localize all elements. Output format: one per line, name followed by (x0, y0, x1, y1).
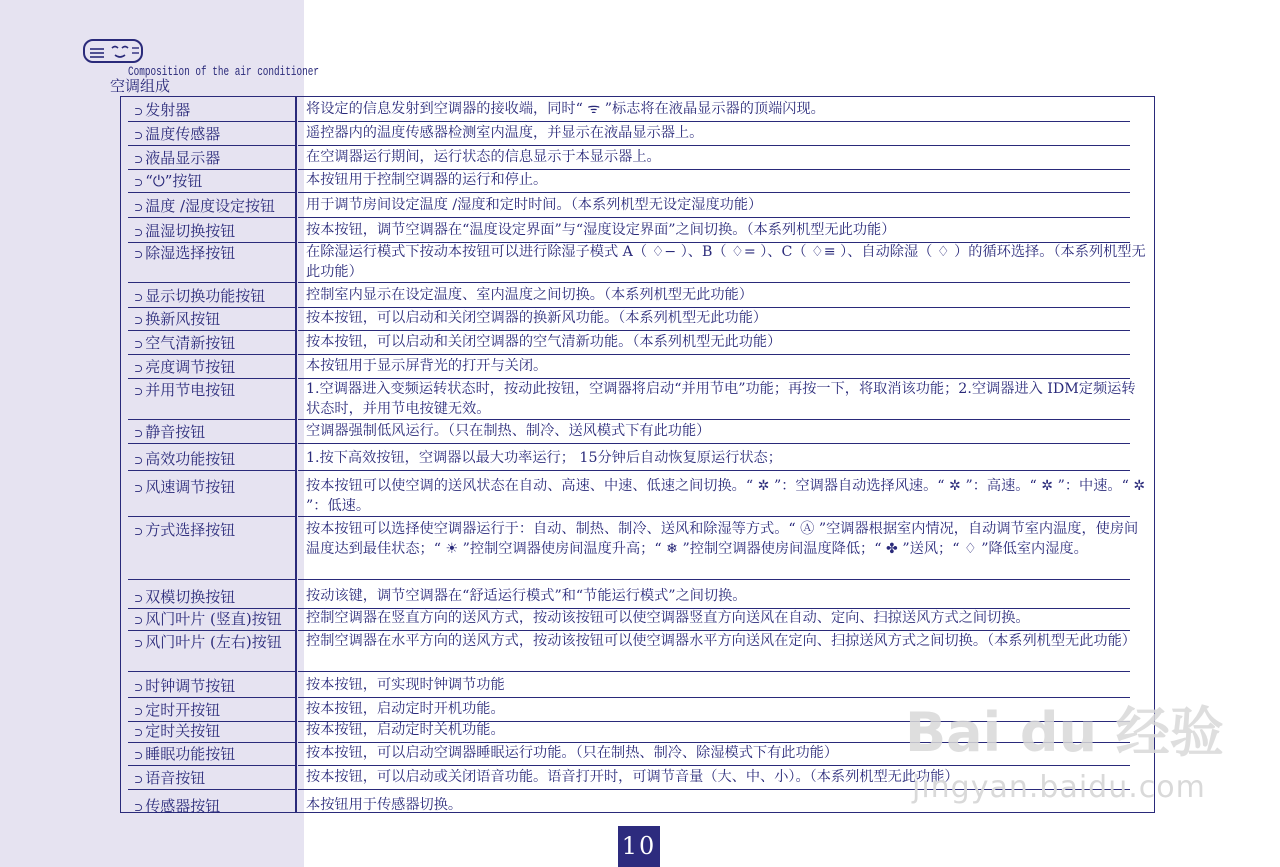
row-underline-right (298, 419, 1130, 420)
bullet-arrow-icon: ⊃ (134, 385, 144, 398)
subtitle-chinese: 空调组成 (110, 77, 171, 95)
row-underline-right (298, 354, 1130, 355)
bullet-arrow-icon: ⊃ (134, 201, 144, 214)
row-label (134, 608, 282, 629)
bullet-arrow-icon: ⊃ (134, 338, 144, 351)
row-underline-right (298, 217, 1130, 218)
row-label (134, 675, 235, 696)
row-label (134, 220, 235, 241)
row-description: 按本按钮可以选择使空调器运行于：自动、制热、制冷、送风和除湿等方式。“ Ⓐ ”空调器根据室内情况，自动调节室内温度，使房间温度达到最佳状态；“ ☀ ”控制空调器使房间温度升高；“ ❄ ”控制空调器使房间温度降低；“ ✤ ”送风；“ ♢ ”降低室内湿度。 (306, 521, 1139, 557)
row-description: 本按钮用于传感器切换。 (306, 797, 463, 813)
table-row (120, 586, 1155, 608)
table-row (120, 195, 1155, 217)
row-description: 在除湿运行模式下按动本按钮可以进行除湿子模式 A（ ♢− ）、B（ ♢= ）、C（ ♢≡ ）、自动除湿（ ♢ ）的循环选择。（本系列机型无此功能） (306, 244, 1146, 280)
row-label (134, 379, 235, 400)
row-label (134, 476, 235, 497)
row-description: 按本按钮，启动定时开机功能。 (306, 701, 505, 717)
row-description: 将设定的信息发射到空调器的接收端，同时“ ᯤ ”标志将在液晶显示器的顶端闪现。 (306, 101, 825, 117)
row-underline-right (298, 516, 1130, 517)
row-description: 控制空调器在水平方向的送风方式，按动该按钮可以使空调器水平方向送风在定向、扫掠送风方式之间切换。（本系列机型无此功能） (306, 633, 1136, 649)
table-row (120, 308, 1155, 330)
row-label-text: 双模切换按钮 (145, 588, 236, 606)
baidu-watermark: Bai du 经验 (905, 701, 1224, 764)
row-description: 在空调器运行期间，运行状态的信息显示于本显示器上。 (306, 149, 661, 165)
row-label-text: 方式选择按钮 (145, 521, 236, 539)
row-underline-left (128, 579, 296, 580)
row-description: 本按钮用于控制空调器的运行和停止。 (306, 172, 548, 188)
row-label-text: 温度 /湿度设定按钮 (145, 197, 276, 215)
table-row (120, 519, 1155, 579)
row-underline-left (128, 765, 296, 766)
table-row (120, 242, 1155, 282)
row-description: 1.空调器进入变频运转状态时，按动此按钮，空调器将启动“并用节电”功能；再按一下，将取消该功能；2.空调器进入 IDM定频运转状态时，并用节电按键无效。 (306, 381, 1136, 417)
row-label (134, 699, 220, 720)
bullet-arrow-icon: ⊃ (134, 726, 144, 739)
bullet-arrow-icon: ⊃ (134, 226, 144, 239)
row-underline-left (128, 192, 296, 193)
bullet-arrow-icon: ⊃ (134, 705, 144, 718)
row-underline-left (128, 354, 296, 355)
row-label (134, 356, 235, 377)
row-label-text: 亮度调节按钮 (145, 358, 236, 376)
bullet-arrow-icon: ⊃ (134, 105, 144, 118)
row-underline-left (128, 145, 296, 146)
row-label-text: 发射器 (145, 101, 191, 119)
table-row (120, 220, 1155, 242)
table-row (120, 285, 1155, 307)
table-row (120, 631, 1155, 671)
table-row (120, 170, 1155, 192)
bullet-arrow-icon: ⊃ (134, 681, 144, 694)
row-label (134, 195, 275, 216)
row-underline-left (128, 419, 296, 420)
row-label (134, 421, 205, 442)
row-underline-right (298, 282, 1130, 283)
row-underline-left (128, 671, 296, 672)
row-underline-left (128, 121, 296, 122)
row-label-text: 温度传感器 (145, 125, 221, 143)
row-label-text: 除湿选择按钮 (145, 244, 236, 262)
row-label (134, 631, 282, 652)
row-underline-right (298, 145, 1130, 146)
row-description: 按本按钮，调节空调器在“温度设定界面”与“湿度设定界面”之间切换。（本系列机型无此功能） (306, 222, 896, 238)
row-underline-left (128, 697, 296, 698)
bullet-arrow-icon: ⊃ (134, 525, 144, 538)
row-label-text: 定时关按钮 (145, 722, 221, 740)
row-label-text: “⏻”按钮 (145, 172, 203, 190)
row-underline-left (128, 282, 296, 283)
bullet-arrow-icon: ⊃ (134, 749, 144, 762)
row-label (134, 285, 265, 306)
bullet-arrow-icon: ⊃ (134, 801, 144, 814)
bullet-arrow-icon: ⊃ (134, 454, 144, 467)
row-underline-left (128, 330, 296, 331)
row-label-text: 风门叶片 (左右)按钮 (145, 633, 282, 651)
page-number: 10 (618, 826, 660, 867)
row-label-text: 温湿切换按钮 (145, 222, 236, 240)
table-row (120, 99, 1155, 121)
bullet-arrow-icon: ⊃ (134, 176, 144, 189)
row-label-text: 并用节电按钮 (145, 381, 236, 399)
table-row (120, 123, 1155, 145)
table-row (120, 356, 1155, 378)
row-description: 按本按钮，可以启动或关闭语音功能。语音打开时，可调节音量（大、中、小）。（本系列机型无此功能） (306, 769, 959, 785)
row-label (134, 332, 235, 353)
bullet-arrow-icon: ⊃ (134, 773, 144, 786)
row-label-text: 传感器按钮 (145, 797, 221, 815)
row-label-text: 高效功能按钮 (145, 450, 236, 468)
bullet-arrow-icon: ⊃ (134, 248, 144, 261)
row-description: 按本按钮，可实现时钟调节功能 (306, 677, 505, 693)
table-row (120, 421, 1155, 443)
row-underline-right (298, 470, 1130, 471)
row-underline-left (128, 443, 296, 444)
bullet-arrow-icon: ⊃ (134, 482, 144, 495)
row-label (134, 242, 235, 263)
row-label-text: 定时开按钮 (145, 701, 221, 719)
row-label (134, 147, 220, 168)
bullet-arrow-icon: ⊃ (134, 614, 144, 627)
row-underline-right (298, 330, 1130, 331)
row-label-text: 风门叶片 (竖直)按钮 (145, 610, 282, 628)
row-underline-left (128, 789, 296, 790)
row-label-text: 静音按钮 (145, 423, 206, 441)
row-description: 遥控器内的温度传感器检测室内温度，并显示在液晶显示器上。 (306, 125, 704, 141)
row-underline-right (298, 192, 1130, 193)
row-underline-left (128, 516, 296, 517)
row-label (134, 123, 220, 144)
bullet-arrow-icon: ⊃ (134, 592, 144, 605)
bullet-arrow-icon: ⊃ (134, 291, 144, 304)
row-label (134, 767, 205, 788)
row-underline-left (128, 470, 296, 471)
bullet-arrow-icon: ⊃ (134, 129, 144, 142)
row-label-text: 液晶显示器 (145, 149, 221, 167)
subtitle-english: Composition of the air conditioner (128, 64, 319, 79)
row-label (134, 448, 235, 469)
row-description: 空调器强制低风运行。（只在制热、制冷、送风模式下有此功能） (306, 423, 711, 439)
row-label (134, 170, 202, 191)
row-underline-right (298, 671, 1130, 672)
row-label (134, 795, 220, 816)
row-description: 控制室内显示在设定温度、室内温度之间切换。（本系列机型无此功能） (306, 287, 753, 303)
bullet-arrow-icon: ⊃ (134, 637, 144, 650)
row-description: 按动该键，调节空调器在“舒适运行模式”和“节能运行模式”之间切换。 (306, 588, 747, 604)
bullet-arrow-icon: ⊃ (134, 362, 144, 375)
row-underline-right (298, 443, 1130, 444)
row-description: 按本按钮，可以启动空调器睡眠运行功能。（只在制热、制冷、除湿模式下有此功能） (306, 745, 839, 761)
row-label-text: 时钟调节按钮 (145, 677, 236, 695)
row-label (134, 743, 235, 764)
baidu-watermark-url: jingyan.baidu.com (912, 770, 1206, 805)
table-row (120, 608, 1155, 630)
row-underline-right (298, 579, 1130, 580)
row-label (134, 99, 190, 120)
row-label-text: 换新风按钮 (145, 310, 221, 328)
row-description: 按本按钮，可以启动和关闭空调器的换新风功能。（本系列机型无此功能） (306, 310, 768, 326)
row-label (134, 720, 220, 741)
row-description: 用于调节房间设定温度 /湿度和定时时间。（本系列机型无设定湿度功能） (306, 197, 763, 213)
row-underline-right (298, 121, 1130, 122)
row-description: 1.按下高效按钮，空调器以最大功率运行； 15分钟后自动恢复原运行状态； (306, 450, 782, 466)
row-label-text: 空气清新按钮 (145, 334, 236, 352)
table-row (120, 448, 1155, 470)
row-label (134, 308, 220, 329)
row-label (134, 519, 235, 540)
bullet-arrow-icon: ⊃ (134, 153, 144, 166)
row-description: 控制空调器在竖直方向的送风方式，按动该按钮可以使空调器竖直方向送风在自动、定向、扫掠送风方式之间切换。 (306, 610, 1030, 626)
row-label-text: 显示切换功能按钮 (145, 287, 266, 305)
row-label (134, 586, 235, 607)
table-row (120, 147, 1155, 169)
row-description: 按本按钮，可以启动和关闭空调器的空气清新功能。（本系列机型无此功能） (306, 334, 782, 350)
row-description: 本按钮用于显示屏背光的打开与关闭。 (306, 358, 548, 374)
row-label-text: 语音按钮 (145, 769, 206, 787)
table-row (120, 476, 1155, 516)
row-description: 按本按钮，启动定时关机功能。 (306, 722, 505, 738)
row-underline-left (128, 217, 296, 218)
row-label-text: 风速调节按钮 (145, 478, 236, 496)
table-row (120, 332, 1155, 354)
row-label-text: 睡眠功能按钮 (145, 745, 236, 763)
row-description: 按本按钮可以使空调的送风状态在自动、高速、中速、低速之间切换。“ ✲ ”：空调器自动选择风速。“ ✲ ”：高速。“ ✲ ”：中速。“ ✲ ”：低速。 (306, 478, 1146, 514)
bullet-arrow-icon: ⊃ (134, 427, 144, 440)
bullet-arrow-icon: ⊃ (134, 314, 144, 327)
table-row (120, 379, 1155, 419)
